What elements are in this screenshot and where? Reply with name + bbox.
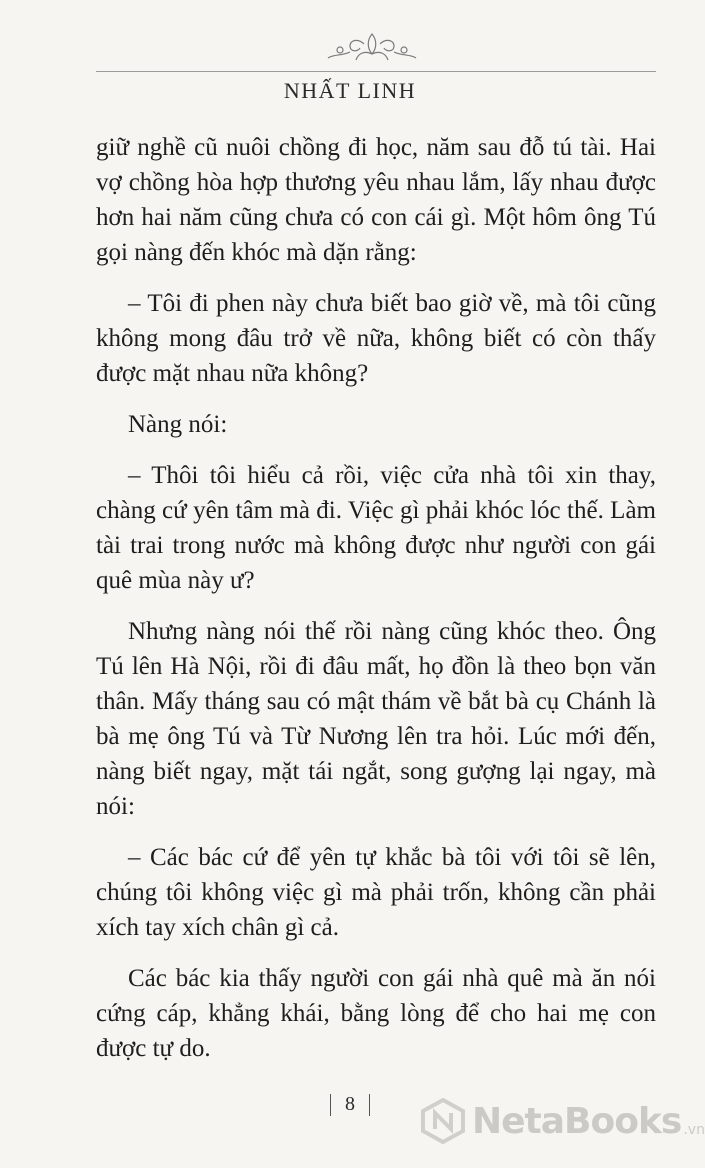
- body-text: [96, 130, 656, 1082]
- paragraph: Các bác kia thấy người con gái nhà quê mà ăn nói cứng cáp, khẳng khái, bằng lòng để cho hai mẹ con được tự do.: [96, 965, 656, 1062]
- page-number-text: 8: [345, 1093, 355, 1115]
- paragraph: giữ nghề cũ nuôi chồng đi học, năm sau đỗ tú tài. Hai vợ chồng hòa hợp thương yêu nhau lắm, lấy nhau được hơn hai năm cũng chưa có con cái gì. Một hôm ông Tú gọi nàng đến khóc mà dặn rằng:: [96, 134, 656, 266]
- folio-bar-left: [330, 1094, 331, 1116]
- header-rule: [96, 71, 656, 72]
- paragraph-dialogue: – Thôi tôi hiểu cả rồi, việc cửa nhà tôi xin thay, chàng cứ yên tâm mà đi. Việc gì phải khóc lóc thế. Làm tài trai trong nước mà không được như người con gái quê mùa này ư?: [96, 462, 656, 594]
- netabooks-logo-icon: [420, 1098, 466, 1144]
- paragraph-dialogue: – Các bác cứ để yên tự khắc bà tôi với tôi sẽ lên, chúng tôi không việc gì mà phải trốn, không cần phải xích tay xích chân gì cả.: [96, 844, 656, 941]
- paragraph: Nhưng nàng nói thế rồi nàng cũng khóc theo. Ông Tú lên Hà Nội, rồi đi đâu mất, họ đồn là theo bọn văn thân. Mấy tháng sau có mật thám về bắt bà cụ Chánh là bà mẹ ông Tú và Từ Nương lên tra hỏi. Lúc mới đến, nàng biết ngay, mặt tái ngắt, song gượng lại ngay, mà nói:: [96, 618, 656, 820]
- folio-bar-right: [369, 1094, 370, 1116]
- paragraph-dialogue: – Tôi đi phen này chưa biết bao giờ về, mà tôi cũng không mong đâu trở về nữa, không biết có còn thấy được mặt nhau nữa không?: [96, 290, 656, 387]
- paragraph: Nàng nói:: [128, 411, 228, 438]
- watermark-brand: NetaBooks: [472, 1100, 682, 1142]
- running-title: NHẤT LINH: [283, 78, 417, 103]
- flourish-ornament-icon: [320, 30, 424, 66]
- watermark-tld: .vn: [683, 1122, 705, 1138]
- watermark: [420, 1098, 705, 1144]
